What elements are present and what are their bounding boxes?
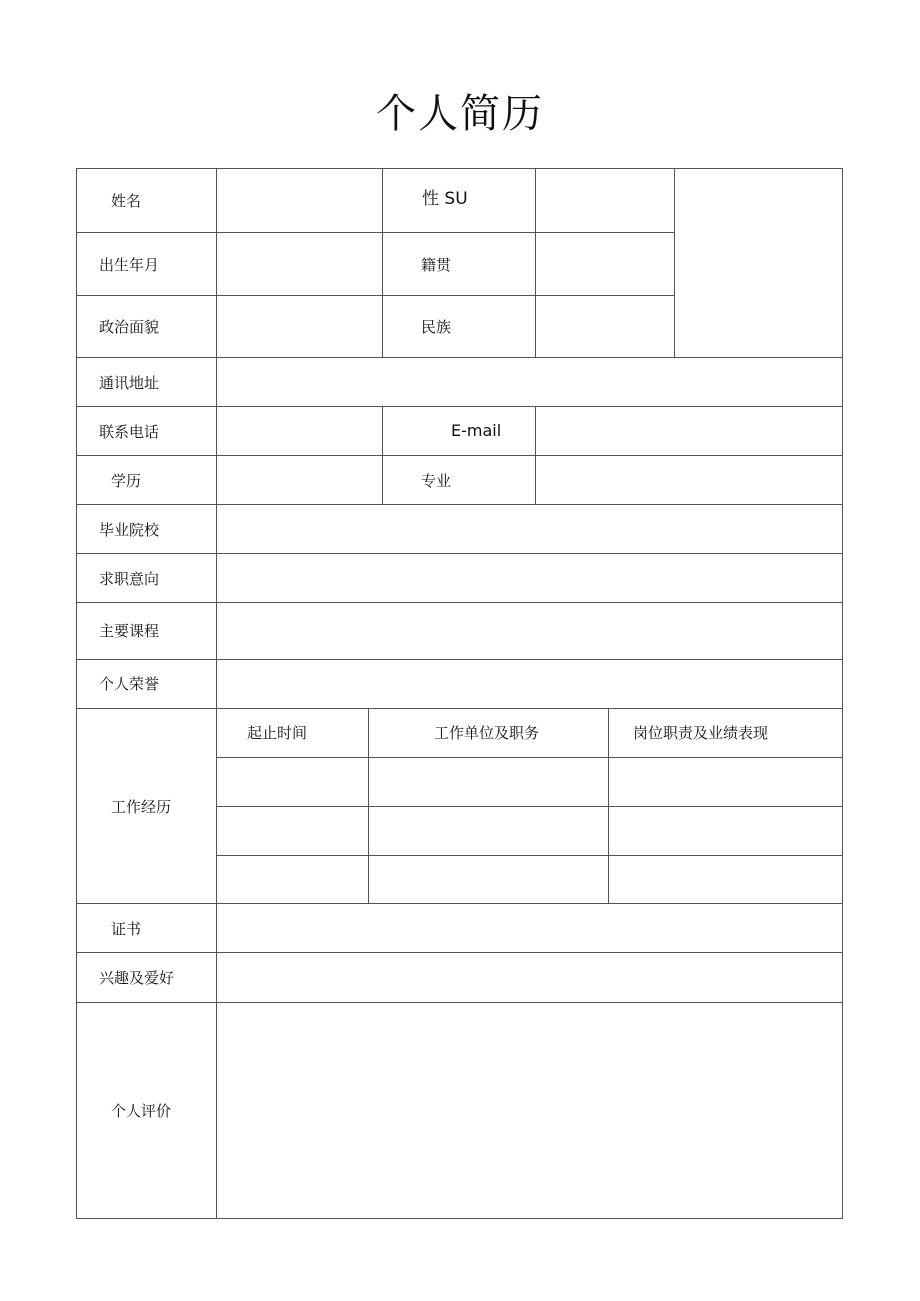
major-field[interactable] (536, 456, 842, 504)
work-row-3-company[interactable] (369, 856, 608, 903)
border-right (842, 168, 843, 1219)
label-phone: 联系电话 (99, 423, 160, 441)
label-name: 姓名 (111, 192, 142, 210)
gender-field[interactable] (536, 169, 674, 232)
col-line (382, 168, 383, 357)
courses-field[interactable] (217, 603, 842, 659)
honors-field[interactable] (217, 660, 842, 708)
email-field[interactable] (536, 407, 842, 455)
work-row-1-company[interactable] (369, 758, 608, 806)
label-certificates: 证书 (111, 920, 142, 938)
political-status-field[interactable] (217, 296, 382, 357)
hobbies-field[interactable] (217, 953, 842, 1002)
photo-area[interactable] (675, 169, 842, 357)
label-gender: 性 SU (422, 189, 468, 209)
label-education: 学历 (111, 472, 142, 490)
certificates-field[interactable] (217, 904, 842, 952)
birth-field[interactable] (217, 233, 382, 295)
col-line (382, 406, 383, 504)
self-evaluation-field[interactable] (217, 1003, 842, 1218)
label-work-experience: 工作经历 (111, 798, 172, 816)
label-ethnicity: 民族 (421, 318, 452, 336)
phone-field[interactable] (217, 407, 382, 455)
name-field[interactable] (217, 169, 382, 232)
work-row-1-duties[interactable] (609, 758, 842, 806)
label-self-evaluation: 个人评价 (111, 1102, 172, 1120)
work-header-period: 起止时间 (247, 724, 308, 742)
border-bottom (76, 1218, 843, 1219)
work-row-2-period[interactable] (217, 807, 368, 855)
work-row-3-period[interactable] (217, 856, 368, 903)
work-row-1-period[interactable] (217, 758, 368, 806)
label-school: 毕业院校 (99, 521, 160, 539)
label-political-status: 政治面貌 (99, 318, 160, 336)
work-row-2-duties[interactable] (609, 807, 842, 855)
label-birth: 出生年月 (99, 256, 160, 274)
work-row-3-duties[interactable] (609, 856, 842, 903)
label-address: 通讯地址 (99, 374, 160, 392)
page-title: 个人简历 (376, 91, 544, 137)
label-major: 专业 (421, 472, 452, 490)
address-field[interactable] (217, 358, 842, 406)
border-left (76, 168, 77, 1219)
label-email: E-mail (451, 421, 502, 440)
native-place-field[interactable] (536, 233, 674, 295)
work-header-duties: 岗位职责及业绩表现 (633, 724, 769, 742)
label-job-intention: 求职意向 (99, 570, 160, 588)
work-row-2-company[interactable] (369, 807, 608, 855)
education-field[interactable] (217, 456, 382, 504)
ethnicity-field[interactable] (536, 296, 674, 357)
work-header-company: 工作单位及职务 (434, 724, 540, 742)
label-native-place: 籍贯 (421, 256, 452, 274)
label-honors: 个人荣誉 (99, 675, 160, 693)
row-line (76, 708, 843, 709)
job-intention-field[interactable] (217, 554, 842, 602)
label-courses: 主要课程 (99, 622, 160, 640)
school-field[interactable] (217, 505, 842, 553)
resume-form (76, 168, 843, 1219)
label-hobbies: 兴趣及爱好 (99, 969, 175, 987)
